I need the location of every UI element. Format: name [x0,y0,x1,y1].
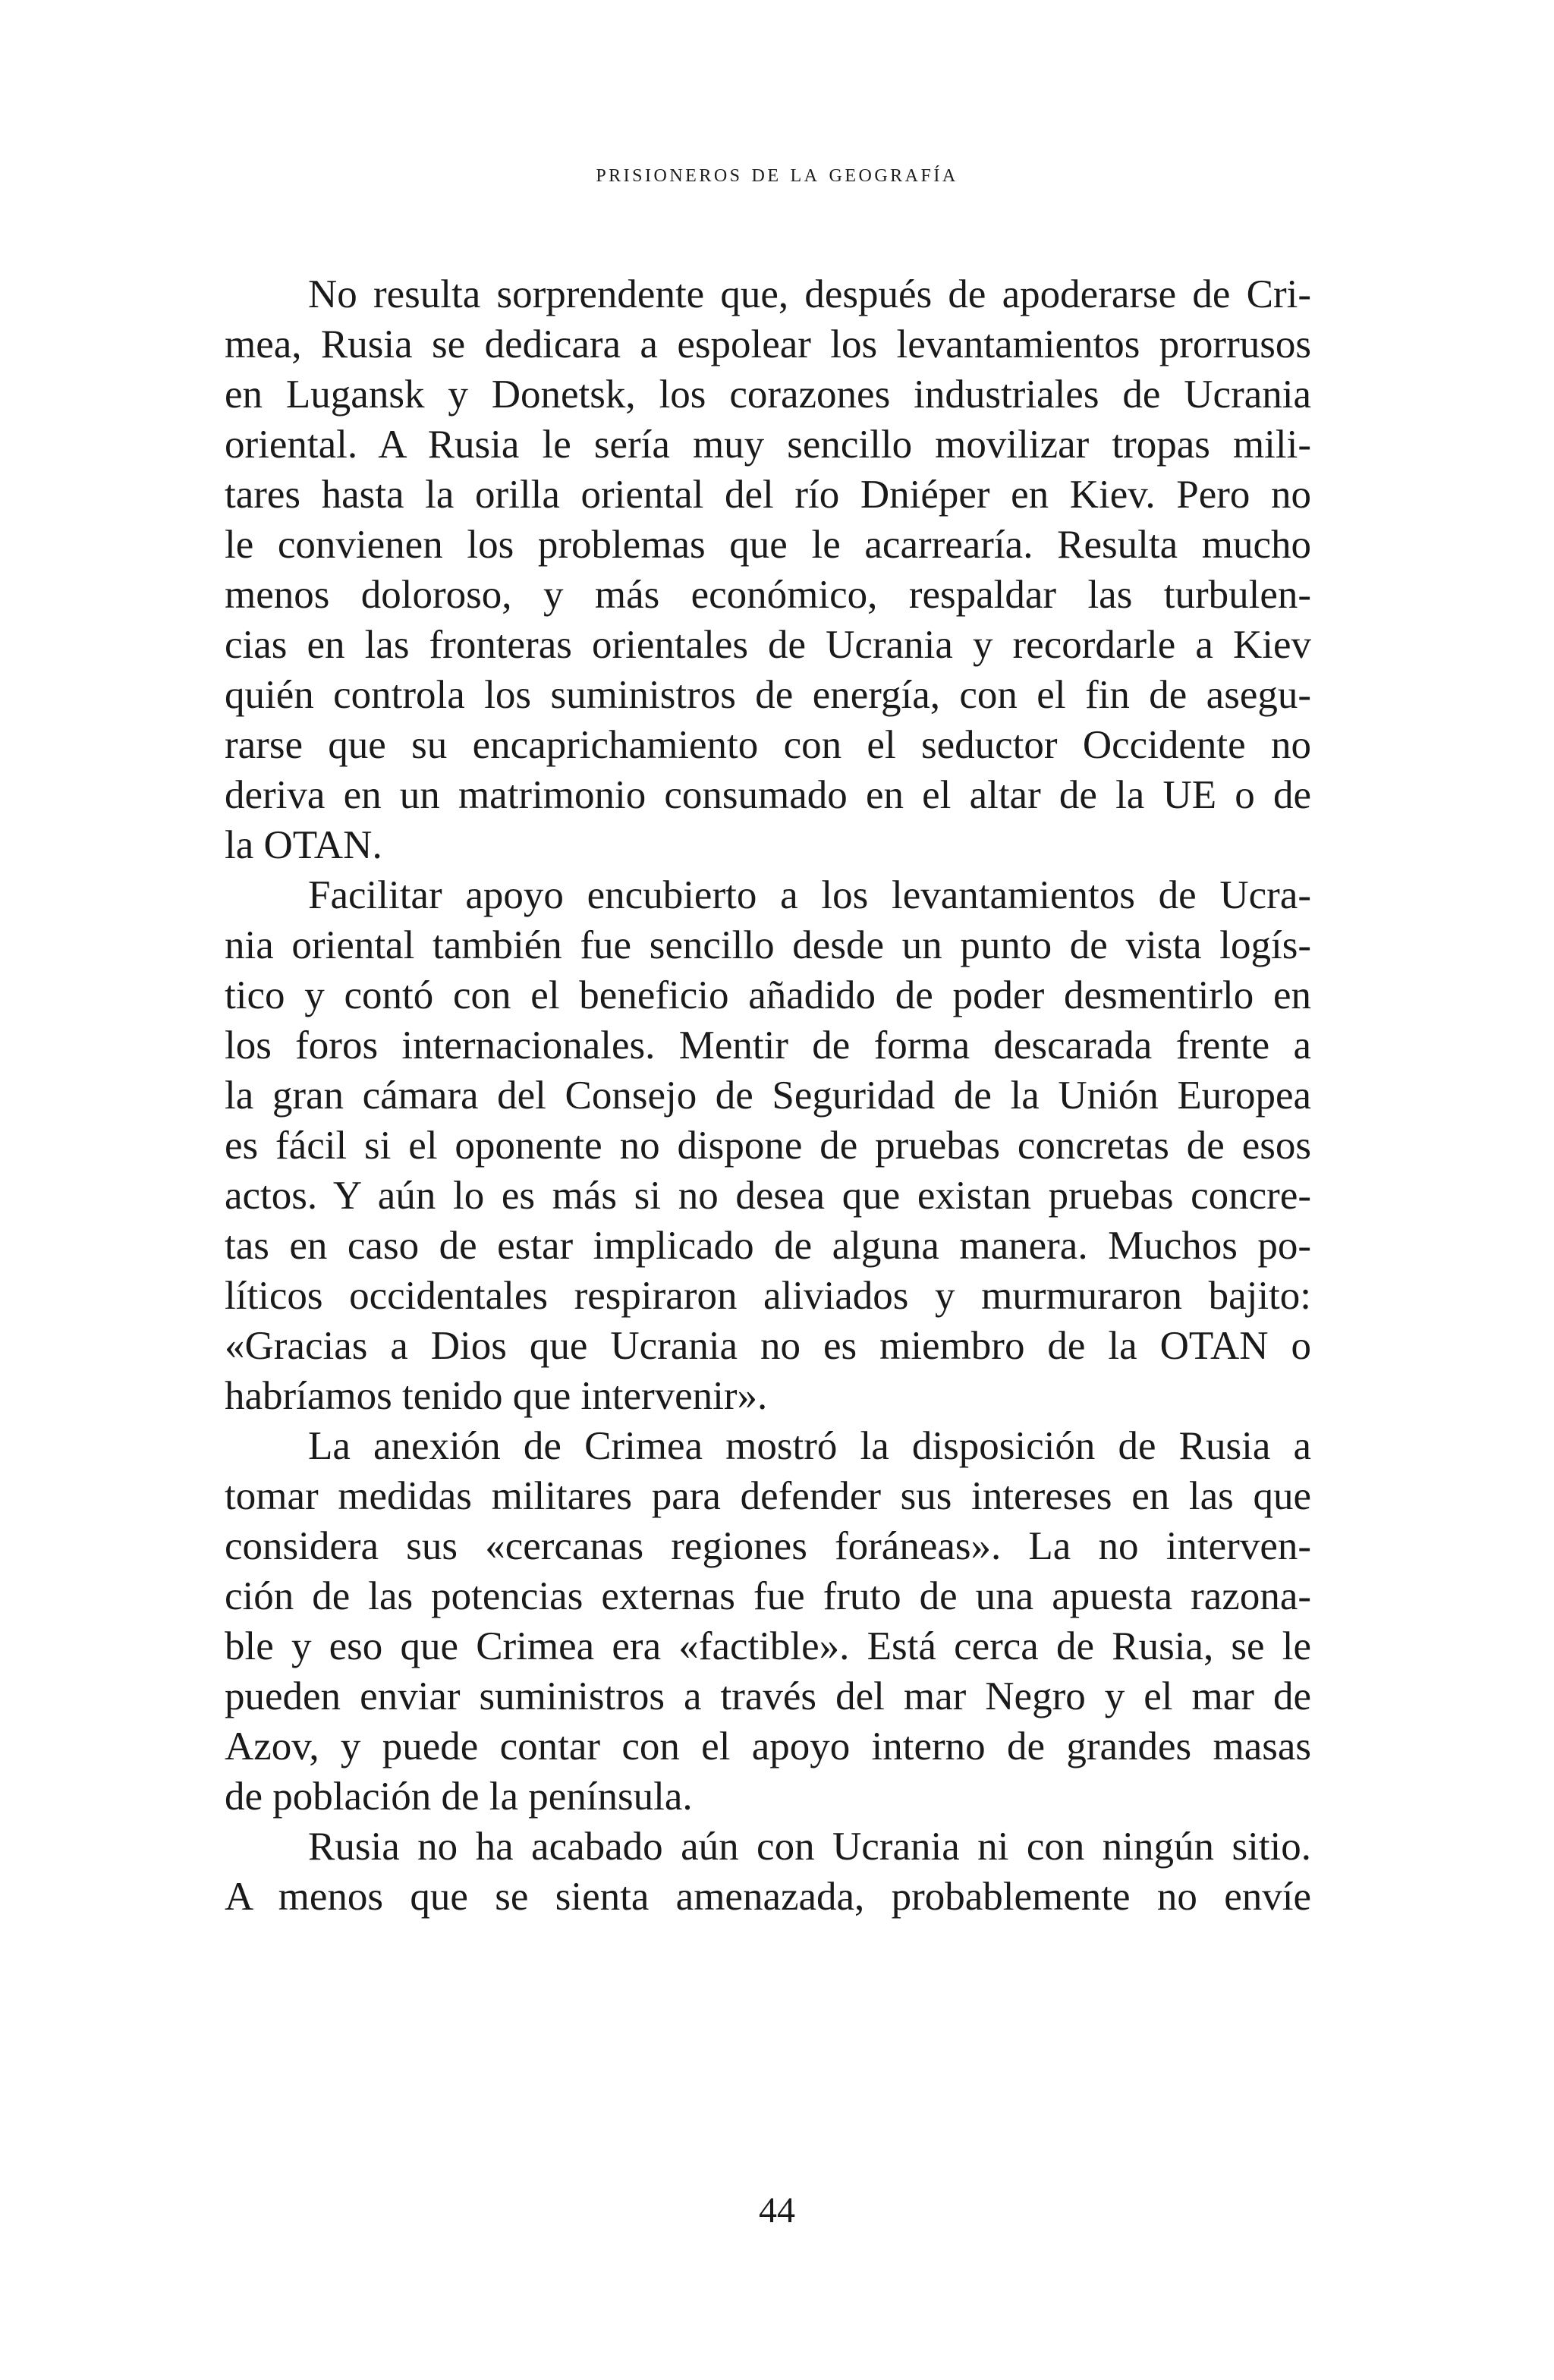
text-line: es fácil si el oponente no dispone de pruebas concretas de esos [225,1124,1311,1168]
text-line: habríamos tenido que intervenir». [225,1374,768,1418]
text-line: «Gracias a Dios que Ucrania no es miembro de la OTAN o [225,1324,1311,1368]
text-line: tares hasta la orilla oriental del río Dniéper en Kiev. Pero no [225,473,1311,517]
text-line: ble y eso que Crimea era «factible». Está cerca de Rusia, se le [225,1624,1311,1668]
text-line: quién controla los suministros de energía, con el fin de asegu- [225,673,1311,717]
text-line: Azov, y puede contar con el apoyo interno de grandes masas [225,1724,1311,1768]
text-line: actos. Y aún lo es más si no desea que existan pruebas concre- [225,1174,1311,1218]
text-line: cias en las fronteras orientales de Ucrania y recordarle a Kiev [225,623,1311,667]
text-line: No resulta sorprendente que, después de apoderarse de Cri- [308,272,1311,316]
text-line: pueden enviar suministros a través del mar Negro y el mar de [225,1674,1311,1718]
body-text [225,269,1311,1922]
page-number: 44 [759,2190,795,2231]
text-line: Facilitar apoyo encubierto a los levantamientos de Ucra- [308,873,1311,917]
text-line: le convienen los problemas que le acarrearía. Resulta mucho [225,523,1311,567]
text-line: tas en caso de estar implicado de alguna manera. Muchos po- [225,1224,1311,1268]
text-line: en Lugansk y Donetsk, los corazones industriales de Ucrania [225,373,1311,417]
running-head: prisioneros de la geografía [596,159,958,187]
text-line: nia oriental también fue sencillo desde un punto de vista logís- [225,923,1311,967]
text-line: A menos que se sienta amenazada, probablemente no envíe [225,1875,1311,1919]
paragraph-2 [225,870,1311,1421]
text-line: los foros internacionales. Mentir de forma descarada frente a [225,1023,1311,1067]
text-line: de población de la península. [225,1775,693,1819]
paragraph-1 [225,269,1311,870]
paragraph-4 [225,1822,1311,1922]
text-line: menos doloroso, y más económico, respaldar las turbulen- [225,573,1311,617]
text-line: la OTAN. [225,823,382,867]
text-line: La anexión de Crimea mostró la disposición de Rusia a [308,1424,1311,1468]
text-line: ción de las potencias externas fue fruto de una apuesta razona- [225,1574,1311,1618]
text-line: oriental. A Rusia le sería muy sencillo movilizar tropas mili- [225,423,1311,467]
text-line: tomar medidas militares para defender sus intereses en las que [225,1474,1311,1518]
text-line: mea, Rusia se dedicara a espolear los levantamientos prorrusos [225,322,1311,366]
text-line: la gran cámara del Consejo de Seguridad de la Unión Europea [225,1074,1311,1118]
text-line: tico y contó con el beneficio añadido de poder desmentirlo en [225,973,1311,1017]
text-line: líticos occidentales respiraron aliviados y murmuraron bajito: [225,1274,1311,1318]
text-line: Rusia no ha acabado aún con Ucrania ni con ningún sitio. [308,1825,1311,1869]
text-line: rarse que su encaprichamiento con el seductor Occidente no [225,723,1311,767]
paragraph-3 [225,1421,1311,1822]
text-line: considera sus «cercanas regiones foráneas». La no interven- [225,1524,1311,1568]
text-line: deriva en un matrimonio consumado en el altar de la UE o de [225,773,1311,817]
